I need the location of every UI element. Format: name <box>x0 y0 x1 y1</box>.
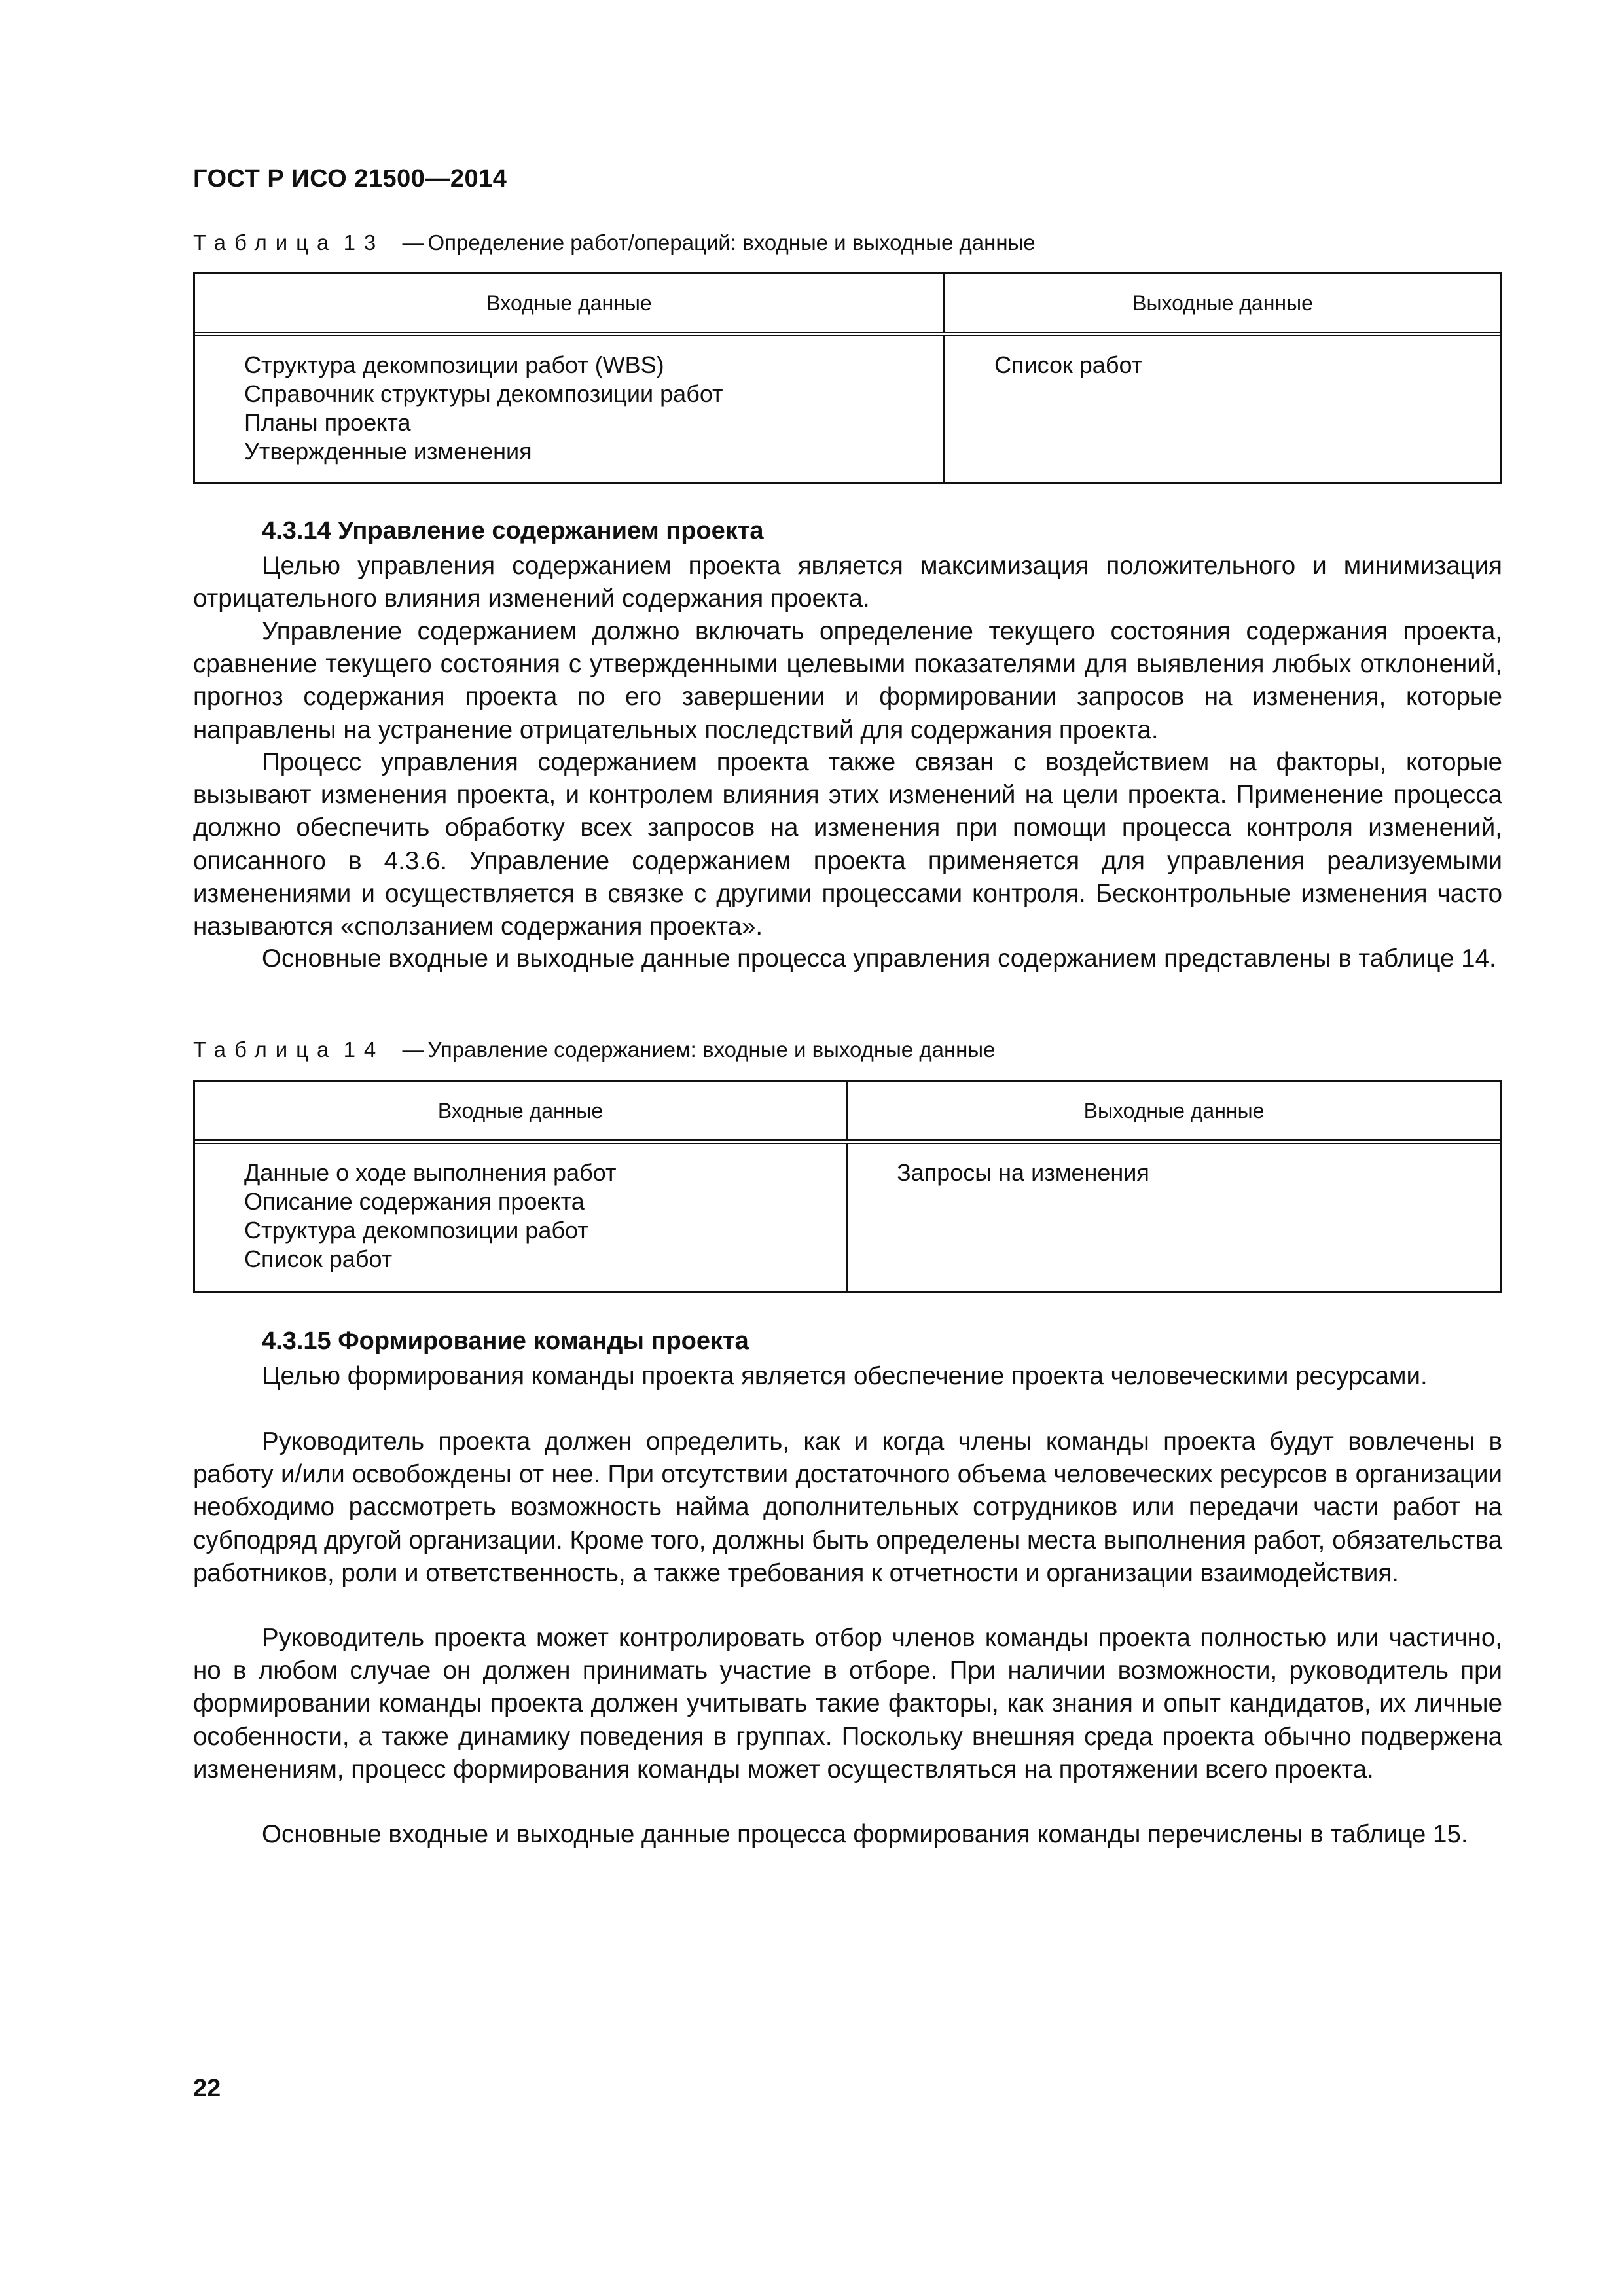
table-14-input-item: Структура декомпозиции работ <box>244 1217 588 1244</box>
table-14-header-inputs: Входные данные <box>195 1082 848 1139</box>
table-13-header-outputs: Выходные данные <box>1132 291 1313 315</box>
table-13-inputs-cell <box>195 336 945 482</box>
table-13-input-item: Структура декомпозиции работ (WBS) <box>244 351 664 378</box>
table-14-caption-text: Управление содержанием: входные и выходные данные <box>427 1037 996 1062</box>
section-4-3-15-paragraph: Целью формирования команды проекта является обеспечение проекта человеческими ресурсами. <box>262 1362 1428 1390</box>
table-14-caption-number: 14 <box>343 1037 385 1062</box>
table-13-input-item: Справочник структуры декомпозиции работ <box>244 380 723 407</box>
page-number: 22 <box>193 2075 221 2102</box>
section-4-3-14-paragraph: Управление содержанием должно включать определение текущего состояния содержания проекта, сравнение текущего состояния с утвержденными целевыми показателями для выявления любых отклонений, прогноз содержания проекта по его завершении и формировании запросов на изменения, которые направлены на устранение отрицательных последствий для содержания проекта. <box>193 617 1502 744</box>
table-14-outputs-cell <box>848 1144 1500 1291</box>
section-4-3-14-title: 4.3.14 Управление содержанием проекта <box>262 517 764 545</box>
section-4-3-15-paragraph: Основные входные и выходные данные процесса формирования команды перечислены в таблице 15. <box>262 1820 1468 1848</box>
section-4-3-14-paragraph: Процесс управления содержанием проекта также связан с воздействием на факторы, которые вызывают изменения проекта, и контролем влияния этих изменений на цели проекта. Применение процесса должно обеспечить обработку всех запросов на изменения при помощи процесса контроля изменений, описанного в 4.3.6. Управление содержанием проекта применяется для управления реализуемыми изменениями и осуществляется в связке с другими процессами контроля. Бесконтрольные изменения часто называются «сползанием содержания проекта». <box>193 748 1502 941</box>
table-13-output-item: Список работ <box>994 351 1143 378</box>
table-14-header-row <box>195 1082 1500 1144</box>
table-14-header-outputs: Выходные данные <box>1083 1098 1265 1122</box>
table-14-input-item: Описание содержания проекта <box>244 1188 585 1215</box>
section-4-3-15-paragraph: Руководитель проекта должен определить, как и когда члены команды проекта будут вовлечены в работу и/или освобождены от нее. При отсутствии достаточного объема человеческих ресурсов в организации необходимо рассмотреть возможность найма дополнительных сотрудников или передачи части работ на субподряд другой организации. Кроме того, должны быть определены места выполнения работ, обязательства работников, роли и ответственность, а также требования к отчетности и организации взаимодействия. <box>193 1427 1502 1587</box>
table-14-inputs-cell <box>195 1144 848 1291</box>
table-13-body-row <box>195 336 1500 482</box>
section-4-3-14-paragraph: Целью управления содержанием проекта является максимизация положительного и минимизация отрицательного влияния изменений содержания проекта. <box>193 552 1502 613</box>
table-14-input-item: Список работ <box>244 1246 393 1272</box>
document-code-header: ГОСТ Р ИСО 21500—2014 <box>193 165 507 192</box>
table-14-caption: Таблица 14 — Управление содержанием: входные и выходные данные <box>193 1037 996 1062</box>
table-13-caption-text: Определение работ/операций: входные и выходные данные <box>427 230 1036 255</box>
table-13-caption: Таблица 13 — Определение работ/операций: входные и выходные данные <box>193 230 1036 255</box>
table-14-caption-label: Таблица <box>193 1037 338 1062</box>
table-13-header-row <box>195 274 1500 336</box>
table-13-caption-number: 13 <box>343 230 385 255</box>
table-13-caption-label: Таблица <box>193 230 338 255</box>
table-14-output-item: Запросы на изменения <box>897 1159 1149 1186</box>
section-4-3-14-paragraph: Основные входные и выходные данные процесса управления содержанием представлены в таблице 14. <box>262 944 1496 973</box>
table-14 <box>193 1080 1502 1293</box>
table-14-body-row <box>195 1144 1500 1291</box>
table-13 <box>193 272 1502 484</box>
table-13-outputs-cell <box>945 336 1500 482</box>
section-4-3-15-paragraph: Руководитель проекта может контролировать отбор членов команды проекта полностью или частично, но в любом случае он должен принимать участие в отборе. При наличии возможности, руководитель при формировании команды проекта должен учитывать такие факторы, как знания и опыт кандидатов, их личные особенности, а также динамику поведения в группах. Поскольку внешняя среда проекта обычно подвержена изменениям, процесс формирования команды может осуществляться на протяжении всего проекта. <box>193 1624 1502 1784</box>
table-13-input-item: Утвержденные изменения <box>244 438 532 465</box>
table-13-header-inputs: Входные данные <box>195 274 945 332</box>
table-14-input-item: Данные о ходе выполнения работ <box>244 1159 617 1186</box>
table-13-input-item: Планы проекта <box>244 409 411 436</box>
section-4-3-15-title: 4.3.15 Формирование команды проекта <box>262 1327 749 1355</box>
